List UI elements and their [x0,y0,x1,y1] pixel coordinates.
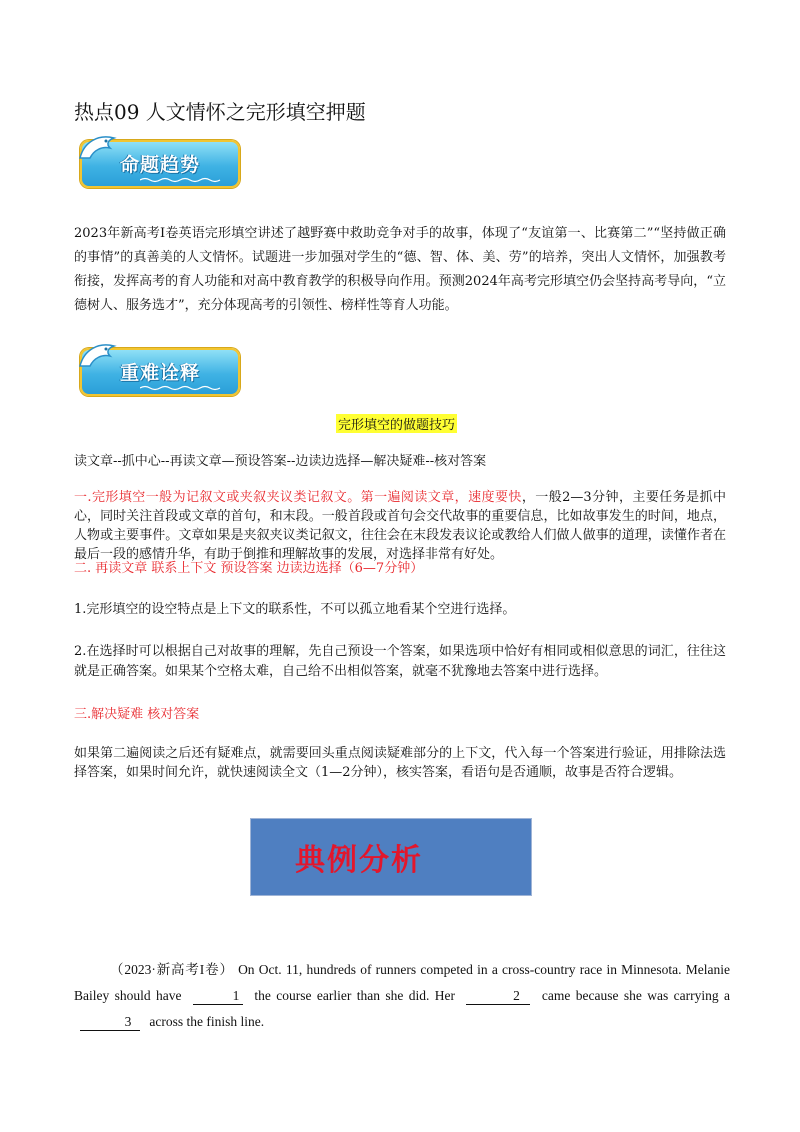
point-2: 2.在选择时可以根据自己对故事的理解，先自己预设一个答案，如果选项中恰好有相同或相似意思的词汇，往往这就是正确答案。如果某个空格太难，自己给不出相似答案，就毫不犹豫地去答案中进行选择。 [74,644,726,679]
passage-source: （2023·新高考I卷） [110,961,234,977]
passage-sentence-3: came because she was carrying a [541,987,731,1003]
dolphin-icon [76,128,122,168]
difficulty-banner-label: 重难诠释 [120,362,201,384]
passage-sentence-2: the course earlier than she did. Her [254,987,456,1003]
passage-sentence-1: On Oct. 11, hundreds of runners competed in a cross-country race in Minnesota. Melanie Bailey should have [74,961,731,1003]
section1-paragraph [74,488,726,564]
blank-3[interactable]: 3 [80,1014,140,1031]
example-label: 典例分析 [295,843,423,878]
point-1: 1.完形填空的设空特点是上下文的联系性，不可以孤立地看某个空进行选择。 [74,602,516,617]
passage-sentence-4: across the finish line. [149,1013,265,1029]
section2-heading: 二. 再读文章 联系上下文 预设答案 边读边选择（6—7分钟） [74,561,424,576]
dolphin-icon [76,336,122,376]
difficulty-banner [80,348,240,396]
example-banner [250,818,532,896]
section1-body: ，一般2—3分钟，主要任务是抓中心，同时关注首段或文章的首句，和末段。一般首段或首句会交代故事的重要信息，比如故事发生的时间，地点，人物或主要事件。文章如果是夹叙夹议类记叙文，往往会在末段发表议论或教给人们做人做事的道理，读懂作者在最后一段的感情升华，有助于倒推和理解故事的发展，对选择非常有好处。 [74,490,726,562]
wave-decoration [140,385,224,391]
trend-banner [80,140,240,188]
blank-1[interactable]: 1 [193,988,243,1005]
steps-line: 读文章--抓中心--再读文章—预设答案--边读边选择—解决疑难--核对答案 [74,454,487,469]
trend-banner-label: 命题趋势 [120,154,201,176]
section1-heading: 一.完形填空一般为记叙文或夹叙夹议类记叙文。第一遍阅读文章，速度要快 [74,490,522,505]
page-title: 热点09 人文情怀之完形填空押题 [74,100,366,124]
technique-title: 完形填空的做题技巧 [336,414,457,433]
cloze-passage [74,957,730,1035]
intro-paragraph: 2023年新高考I卷英语完形填空讲述了越野赛中救助竞争对手的故事，体现了“友谊第一、比赛第二”“坚持做正确的事情”的真善美的人文情怀。试题进一步加强对学生的“德、智、体、美、劳”的培养，突出人文情怀，加强教考衔接，发挥高考的育人功能和对高中教育教学的积极导向作用。预测2024年高考完形填空仍会坚持高考导向，“立德树人、服务选才”，充分体现高考的引领性、榜样性等育人功能。 [74,226,726,313]
blank-2[interactable]: 2 [466,988,530,1005]
section3-paragraph: 如果第二遍阅读之后还有疑难点，就需要回头重点阅读疑难部分的上下文，代入每一个答案进行验证，用排除法选择答案，如果时间允许，就快速阅读全文（1—2分钟），核实答案，看语句是否通顺，故事是否符合逻辑。 [74,746,726,780]
section3-heading: 三.解决疑难 核对答案 [74,707,200,722]
wave-decoration [140,177,224,183]
